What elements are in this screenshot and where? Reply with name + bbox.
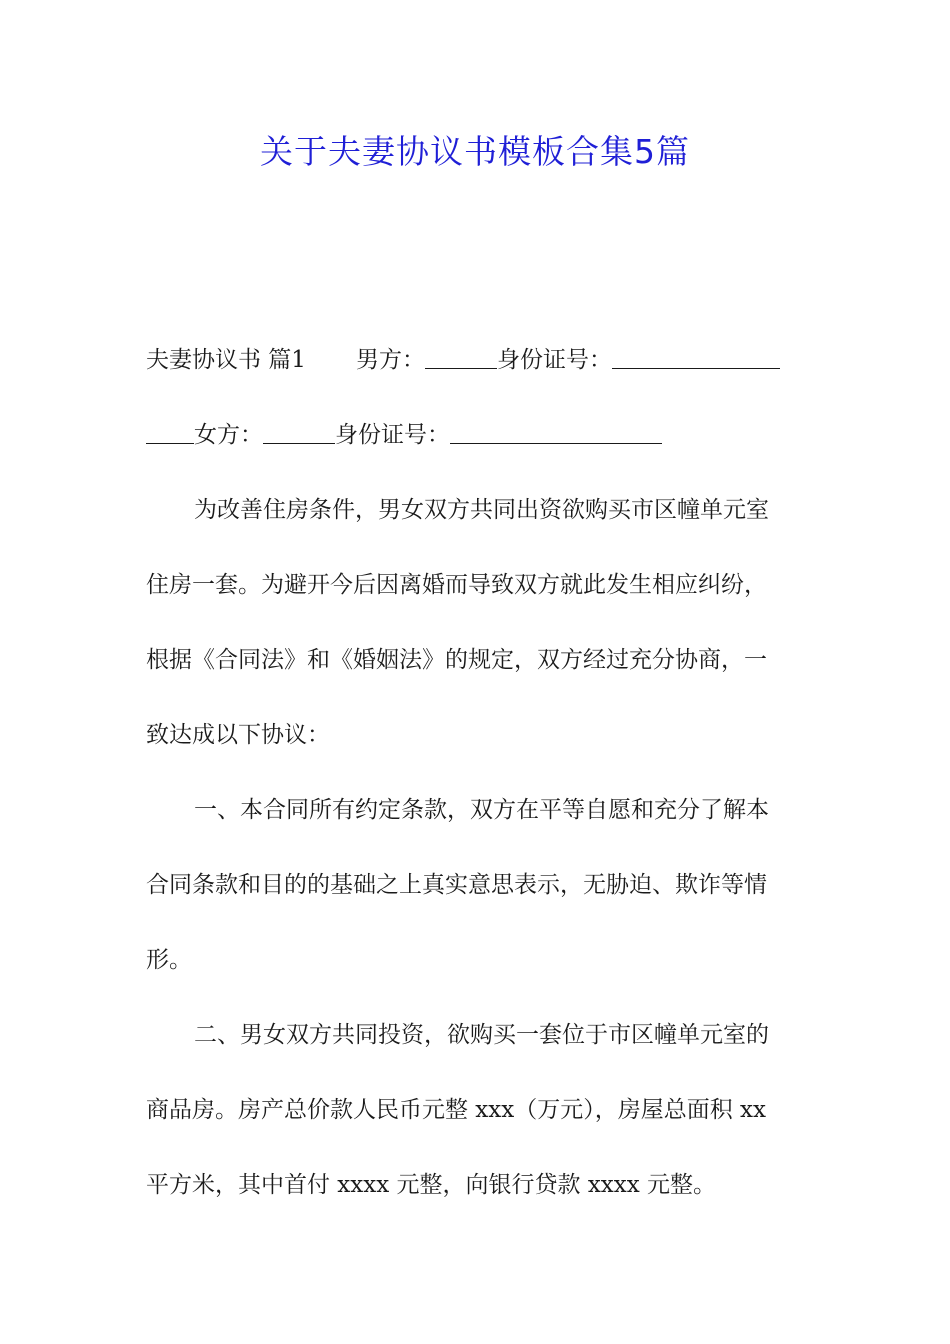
- male-id-blank: [612, 346, 780, 369]
- paragraph-line: 根据《合同法》和《婚姻法》的规定，双方经过充分协商，一: [146, 647, 767, 673]
- id-label-female: 身份证号：: [335, 422, 450, 448]
- paragraph-line: 二、男女双方共同投资，欲购买一套位于市区幢单元室的: [194, 1022, 769, 1048]
- paragraph-line: 为改善住房条件，男女双方共同出资欲购买市区幢单元室: [194, 497, 769, 523]
- female-label: 女方：: [194, 422, 263, 448]
- male-name-blank: [425, 346, 497, 369]
- agreement-heading: 夫妻协议书 篇1: [146, 347, 306, 373]
- paragraph-line: 合同条款和目的的基础之上真实意思表示，无胁迫、欺诈等情: [146, 872, 767, 898]
- female-name-blank: [263, 421, 335, 444]
- paragraph-line: 形。: [146, 947, 192, 973]
- paragraph-line: 致达成以下协议：: [146, 722, 330, 748]
- paragraph-line: 商品房。房产总价款人民币元整 xxx（万元），房屋总面积 xx: [146, 1097, 766, 1123]
- party-info-line-2: [146, 415, 810, 455]
- paragraph-line: 平方米，其中首付 xxxx 元整，向银行贷款 xxxx 元整。: [146, 1172, 717, 1198]
- paragraph-line: 一、本合同所有约定条款，双方在平等自愿和充分了解本: [194, 797, 769, 823]
- id-label-male: 身份证号：: [496, 347, 612, 373]
- document-title: 关于夫妻协议书模板合集5篇: [260, 132, 690, 171]
- female-id-blank: [450, 421, 662, 444]
- party-info-line-1: [146, 340, 810, 380]
- paragraph-line: 住房一套。为避开今后因离婚而导致双方就此发生相应纠纷，: [146, 572, 767, 598]
- male-label: 男方：: [355, 347, 425, 373]
- male-id-blank-continued: [146, 421, 194, 444]
